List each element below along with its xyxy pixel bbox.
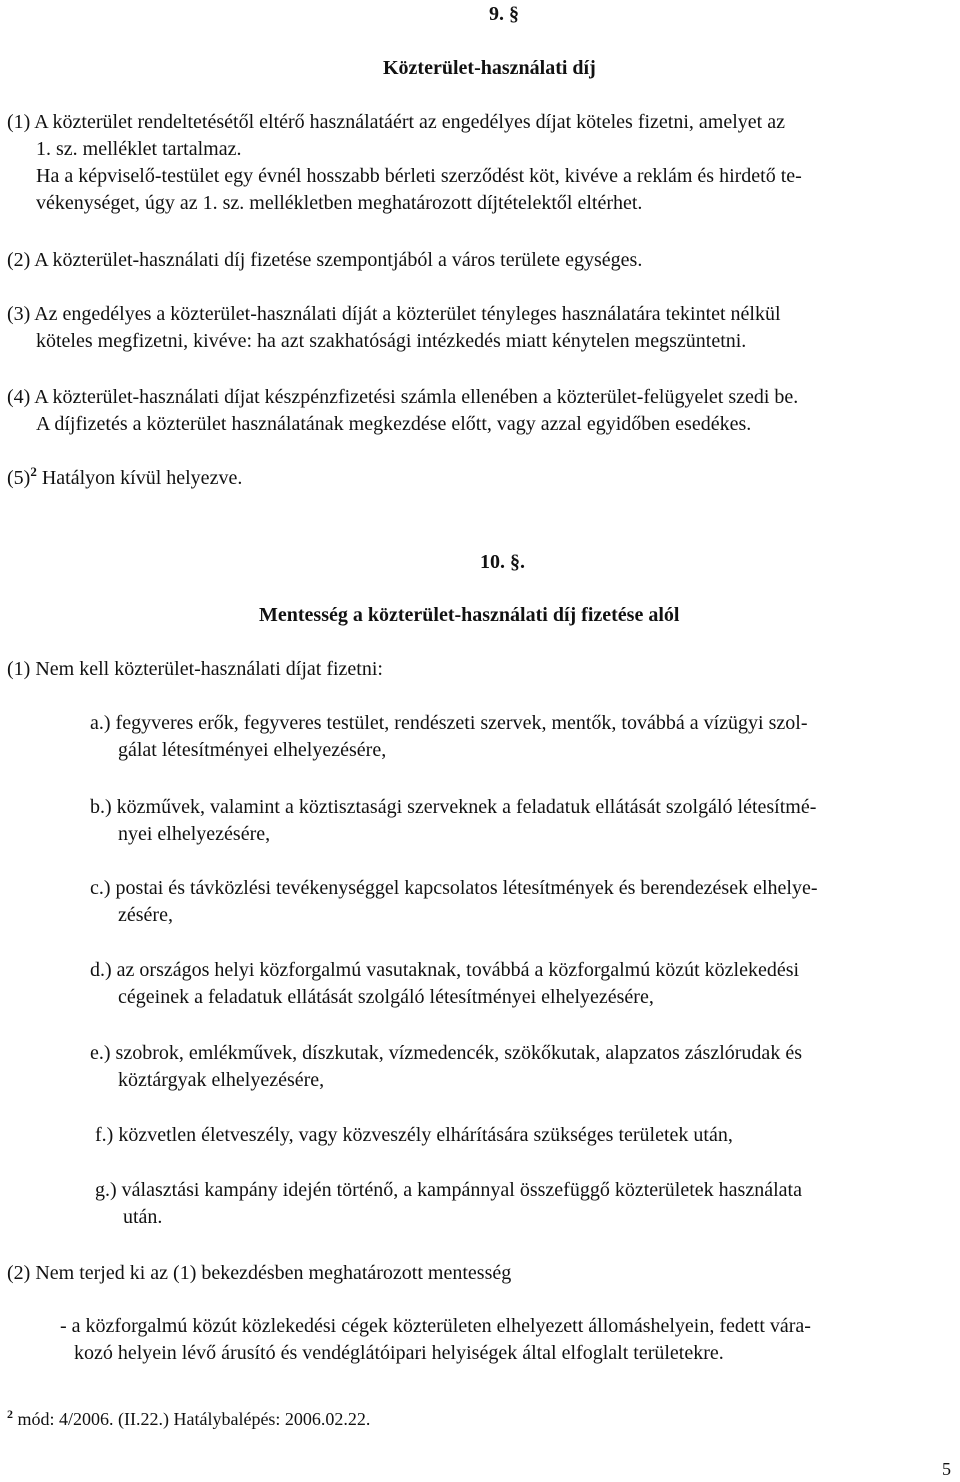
page-number: 5 — [942, 1459, 951, 1479]
s10-item-g-line1: g.) választási kampány idején történő, a kampánnyal összefüggő közterületek használata — [95, 1179, 802, 1201]
s9-p1-line1: (1) A közterület rendeltetésétől eltérő használatáért az engedélyes díjat köteles fizetni, amelyet az — [7, 111, 785, 133]
s10-item-g-line2: után. — [123, 1206, 163, 1228]
s9-p5-text: Hatályon kívül helyezve. — [41, 467, 243, 489]
s9-p5-footnote-mark: 2 — [30, 464, 37, 479]
s10-item-c-line2: zésére, — [118, 904, 173, 926]
s10-item-f-line1: f.) közvetlen életveszély, vagy közveszély elhárítására szükséges területek után, — [95, 1124, 733, 1146]
section-9-title: Közterület-használati díj — [383, 57, 596, 79]
s10-p1: (1) Nem kell közterület-használati díjat fizetni: — [7, 658, 383, 680]
footnote — [7, 1407, 371, 1429]
s9-p1-line4: vékenységet, úgy az 1. sz. mellékletben meghatározott díjtételektől eltérhet. — [36, 192, 643, 214]
s10-p2-item-line2: kozó helyein lévő árusító és vendéglátóipari helyiségek által elfoglalt területekre. — [74, 1342, 724, 1364]
s9-p3-line2: köteles megfizetni, kivéve: ha azt szakhatósági intézkedés miatt kénytelen megszüntetni. — [36, 330, 747, 352]
footnote-text: mód: 4/2006. (II.22.) Hatálybalépés: 2006.02.22. — [17, 1409, 371, 1429]
s10-item-d-line1: d.) az országos helyi közforgalmú vasutaknak, továbbá a közforgalmú közút közlekedési — [90, 959, 800, 981]
s9-p1-line2: 1. sz. melléklet tartalmaz. — [36, 138, 242, 160]
footnote-mark: 2 — [7, 1407, 13, 1421]
s10-item-b-line2: nyei elhelyezésére, — [118, 823, 271, 845]
s9-p5 — [7, 464, 243, 489]
s10-item-e-line2: köztárgyak elhelyezésére, — [118, 1069, 325, 1091]
s10-item-d-line2: cégeinek a feladatuk ellátását szolgáló létesítményei elhelyezésére, — [118, 986, 654, 1008]
s9-p2: (2) A közterület-használati díj fizetése szempontjából a város területe egységes. — [7, 249, 643, 271]
section-9-number: 9. § — [489, 3, 519, 25]
s10-item-b-line1: b.) közművek, valamint a köztisztasági szerveknek a feladatuk ellátását szolgáló létesítmé- — [90, 796, 817, 818]
s10-p2-item-line1: - a közforgalmú közút közlekedési cégek közterületen elhelyezett állomáshelyein, fedett vára- — [60, 1315, 811, 1337]
s9-p5-prefix: (5) — [7, 467, 31, 489]
s10-item-a-line1: a.) fegyveres erők, fegyveres testület, rendészeti szervek, mentők, továbbá a vízügyi szol- — [90, 712, 808, 734]
section-10-number: 10. §. — [480, 551, 525, 573]
s10-item-a-line2: gálat létesítményei elhelyezésére, — [118, 739, 387, 761]
s9-p4-line1: (4) A közterület-használati díjat készpénzfizetési számla ellenében a közterület-felügyelet szedi be. — [7, 386, 799, 408]
s9-p1-line3: Ha a képviselő-testület egy évnél hosszabb bérleti szerződést köt, kivéve a reklám és hirdető te- — [36, 165, 802, 187]
s9-p3-line1: (3) Az engedélyes a közterület-használati díját a közterület tényleges használatára tekintet nélkül — [7, 303, 781, 325]
s10-item-c-line1: c.) postai és távközlési tevékenységgel kapcsolatos létesítmények és berendezések elhelye- — [90, 877, 818, 899]
s10-item-e-line1: e.) szobrok, emlékművek, díszkutak, vízmedencék, szökőkutak, alapzatos zászlórudak és — [90, 1042, 802, 1064]
s10-p2: (2) Nem terjed ki az (1) bekezdésben meghatározott mentesség — [7, 1262, 512, 1284]
s9-p4-line2: A díjfizetés a közterület használatának megkezdése előtt, vagy azzal egyidőben esedékes. — [36, 413, 752, 435]
section-10-title: Mentesség a közterület-használati díj fizetése alól — [259, 604, 680, 626]
